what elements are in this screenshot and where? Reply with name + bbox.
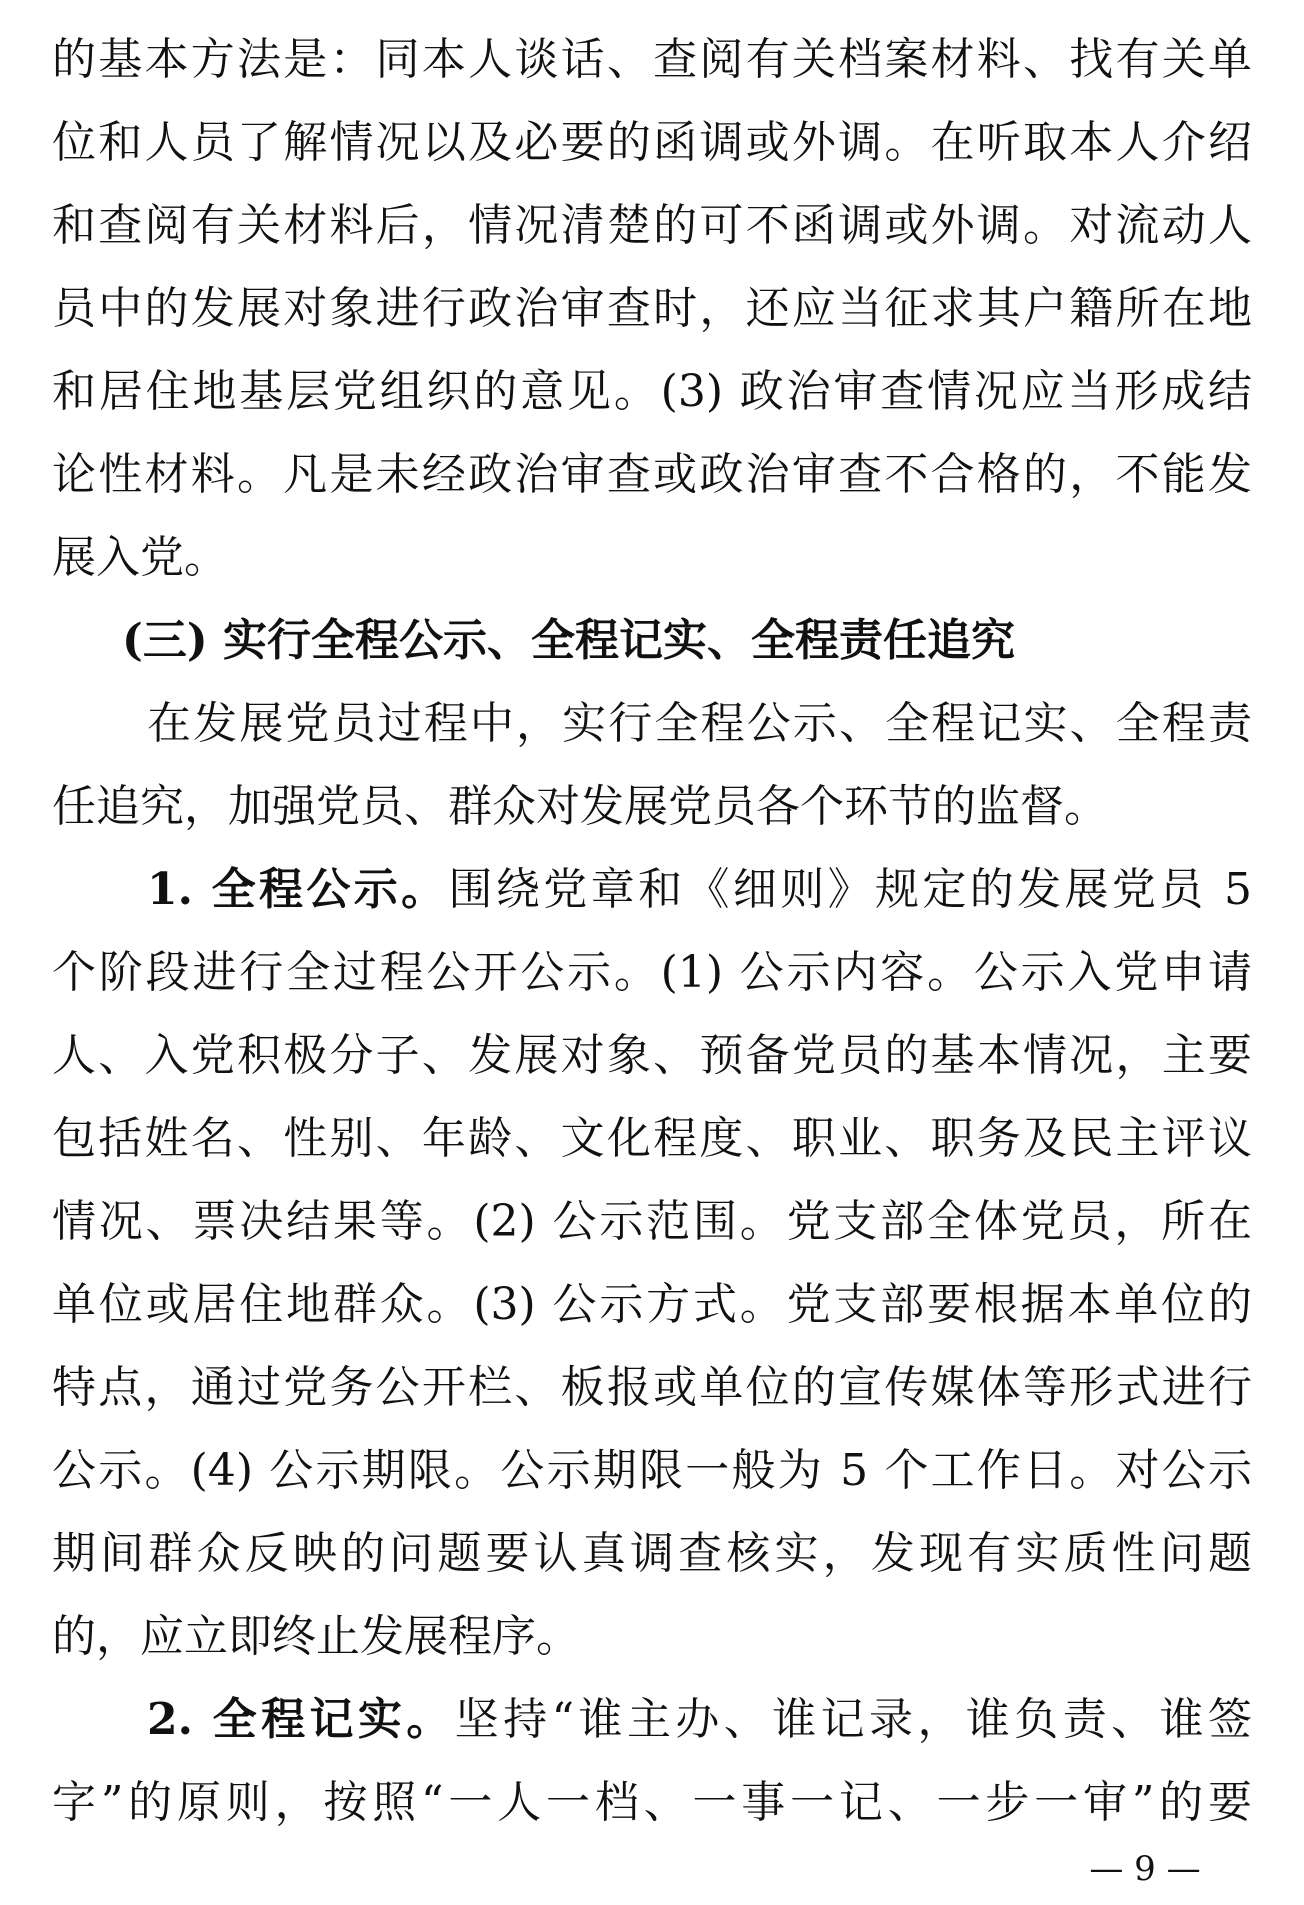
page-number: — 9 — xyxy=(1089,1849,1201,1889)
item-1-line-6: 单位或居住地群众。(3) 公示方式。党支部要根据本单位的 xyxy=(52,1279,1252,1330)
paragraph-1-line-1: 的基本方法是：同本人谈话、查阅有关档案材料、找有关单 xyxy=(52,34,1252,85)
item-1-line-5: 情况、票决结果等。(2) 公示范围。党支部全体党员，所在 xyxy=(52,1196,1252,1247)
item-2-line-2: 字”的原则，按照“一人一档、一事一记、一步一审”的要 xyxy=(52,1777,1252,1828)
body-text xyxy=(52,18,1252,1844)
item-1-first-line-text: 围绕党章和《细则》规定的发展党员 5 xyxy=(448,864,1252,915)
paragraph-2-line-2: 任追究，加强党员、群众对发展党员各个环节的监督。 xyxy=(52,781,1108,832)
item-1-line-8: 公示。(4) 公示期限。公示期限一般为 5 个工作日。对公示 xyxy=(52,1445,1252,1496)
item-1-first-line xyxy=(52,848,1252,931)
item-1-line-10: 的，应立即终止发展程序。 xyxy=(52,1611,580,1662)
paragraph-1-line-7: 展入党。 xyxy=(52,532,228,583)
item-2-first-line xyxy=(52,1678,1252,1761)
item-1-line-4: 包括姓名、性别、年龄、文化程度、职业、职务及民主评议 xyxy=(52,1113,1252,1164)
paragraph-1-line-3: 和查阅有关材料后，情况清楚的可不函调或外调。对流动人 xyxy=(52,200,1252,251)
item-1-label: 1. 全程公示。 xyxy=(147,864,449,915)
item-1-line-3: 人、入党积极分子、发展对象、预备党员的基本情况，主要 xyxy=(52,1030,1252,1081)
paragraph-1-line-2: 位和人员了解情况以及必要的函调或外调。在听取本人介绍 xyxy=(52,117,1252,168)
item-2-label: 2. 全程记实。 xyxy=(147,1694,455,1745)
section-heading: (三) 实行全程公示、全程记实、全程责任追究 xyxy=(122,615,1015,666)
item-2-first-line-text: 坚持“谁主办、谁记录，谁负责、谁签 xyxy=(454,1694,1252,1745)
paragraph-1-line-4: 员中的发展对象进行政治审查时，还应当征求其户籍所在地 xyxy=(52,283,1252,334)
paragraph-1-line-6: 论性材料。凡是未经政治审查或政治审查不合格的，不能发 xyxy=(52,449,1252,500)
paragraph-1-line-5: 和居住地基层党组织的意见。(3) 政治审查情况应当形成结 xyxy=(52,366,1252,417)
paragraph-2-line-1: 在发展党员过程中，实行全程公示、全程记实、全程责 xyxy=(147,698,1252,749)
item-1-line-2: 个阶段进行全过程公开公示。(1) 公示内容。公示入党申请 xyxy=(52,947,1252,998)
item-1-line-7: 特点，通过党务公开栏、板报或单位的宣传媒体等形式进行 xyxy=(52,1362,1252,1413)
item-1-line-9: 期间群众反映的问题要认真调查核实，发现有实质性问题 xyxy=(52,1528,1252,1579)
